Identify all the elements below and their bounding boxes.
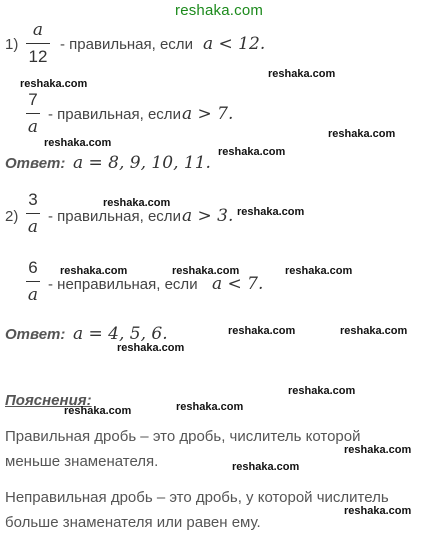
explanation-para1-line1: Правильная дробь – это дробь, числитель которой xyxy=(5,428,361,445)
explanation-para2-line2: больше знаменателя или равен ему. xyxy=(5,514,261,531)
watermark: reshaka.com xyxy=(344,505,412,517)
watermark: reshaka.com xyxy=(340,325,408,337)
fraction-6-over-a xyxy=(26,258,40,305)
fraction-numerator: a xyxy=(32,20,44,40)
fraction-numerator: 7 xyxy=(28,90,38,109)
condition-text: - неправильная, если xyxy=(48,276,198,293)
condition-text: - правильная, если xyxy=(48,106,181,123)
watermark: reshaka.com xyxy=(218,146,286,158)
watermark: reshaka.com xyxy=(64,405,132,417)
site-watermark-header: reshaka.com xyxy=(175,2,264,19)
fraction-bar xyxy=(26,281,40,282)
fraction-numerator: 3 xyxy=(28,190,38,209)
answer-label: Ответ: xyxy=(5,155,66,172)
condition-expression: a < 12. xyxy=(203,34,266,54)
item-number-1: 1) xyxy=(5,36,19,53)
fraction-bar xyxy=(26,43,50,44)
watermark: reshaka.com xyxy=(20,78,88,90)
watermark: reshaka.com xyxy=(328,128,396,140)
watermark: reshaka.com xyxy=(288,385,356,397)
answer-label: Ответ: xyxy=(5,326,66,343)
watermark: reshaka.com xyxy=(228,325,296,337)
condition-text: - правильная, если xyxy=(48,208,181,225)
fraction-7-over-a xyxy=(26,90,40,137)
answer-value: a = 4, 5, 6. xyxy=(73,324,168,344)
watermark: reshaka.com xyxy=(285,265,353,277)
watermark: reshaka.com xyxy=(176,401,244,413)
explanation-para2-line1: Неправильная дробь – это дробь, у которой числитель xyxy=(5,489,389,506)
watermark: reshaka.com xyxy=(44,137,112,149)
condition-expression: a > 7. xyxy=(182,104,234,124)
watermark: reshaka.com xyxy=(344,444,412,456)
fraction-denominator: 12 xyxy=(28,47,48,66)
explanation-para1-line2: меньше знаменателя. xyxy=(5,453,159,470)
condition-text: - правильная, если xyxy=(60,36,193,53)
fraction-denominator: a xyxy=(27,117,39,137)
watermark: reshaka.com xyxy=(103,197,171,209)
watermark: reshaka.com xyxy=(268,68,336,80)
condition-expression: a > 3. xyxy=(182,206,234,226)
watermark: reshaka.com xyxy=(237,206,305,218)
explanation-title: Пояснения: xyxy=(5,392,92,409)
fraction-a-over-12 xyxy=(26,20,50,67)
watermark: reshaka.com xyxy=(60,265,128,277)
item-number-2: 2) xyxy=(5,208,19,225)
fraction-3-over-a xyxy=(26,190,40,237)
watermark: reshaka.com xyxy=(232,461,300,473)
fraction-bar xyxy=(26,213,40,214)
watermark: reshaka.com xyxy=(117,342,185,354)
fraction-denominator: a xyxy=(27,285,39,305)
condition-expression: a < 7. xyxy=(212,274,264,294)
answer-value: a = 8, 9, 10, 11. xyxy=(73,153,211,173)
fraction-denominator: a xyxy=(27,217,39,237)
fraction-bar xyxy=(26,113,40,114)
fraction-numerator: 6 xyxy=(28,258,38,277)
watermark: reshaka.com xyxy=(172,265,240,277)
